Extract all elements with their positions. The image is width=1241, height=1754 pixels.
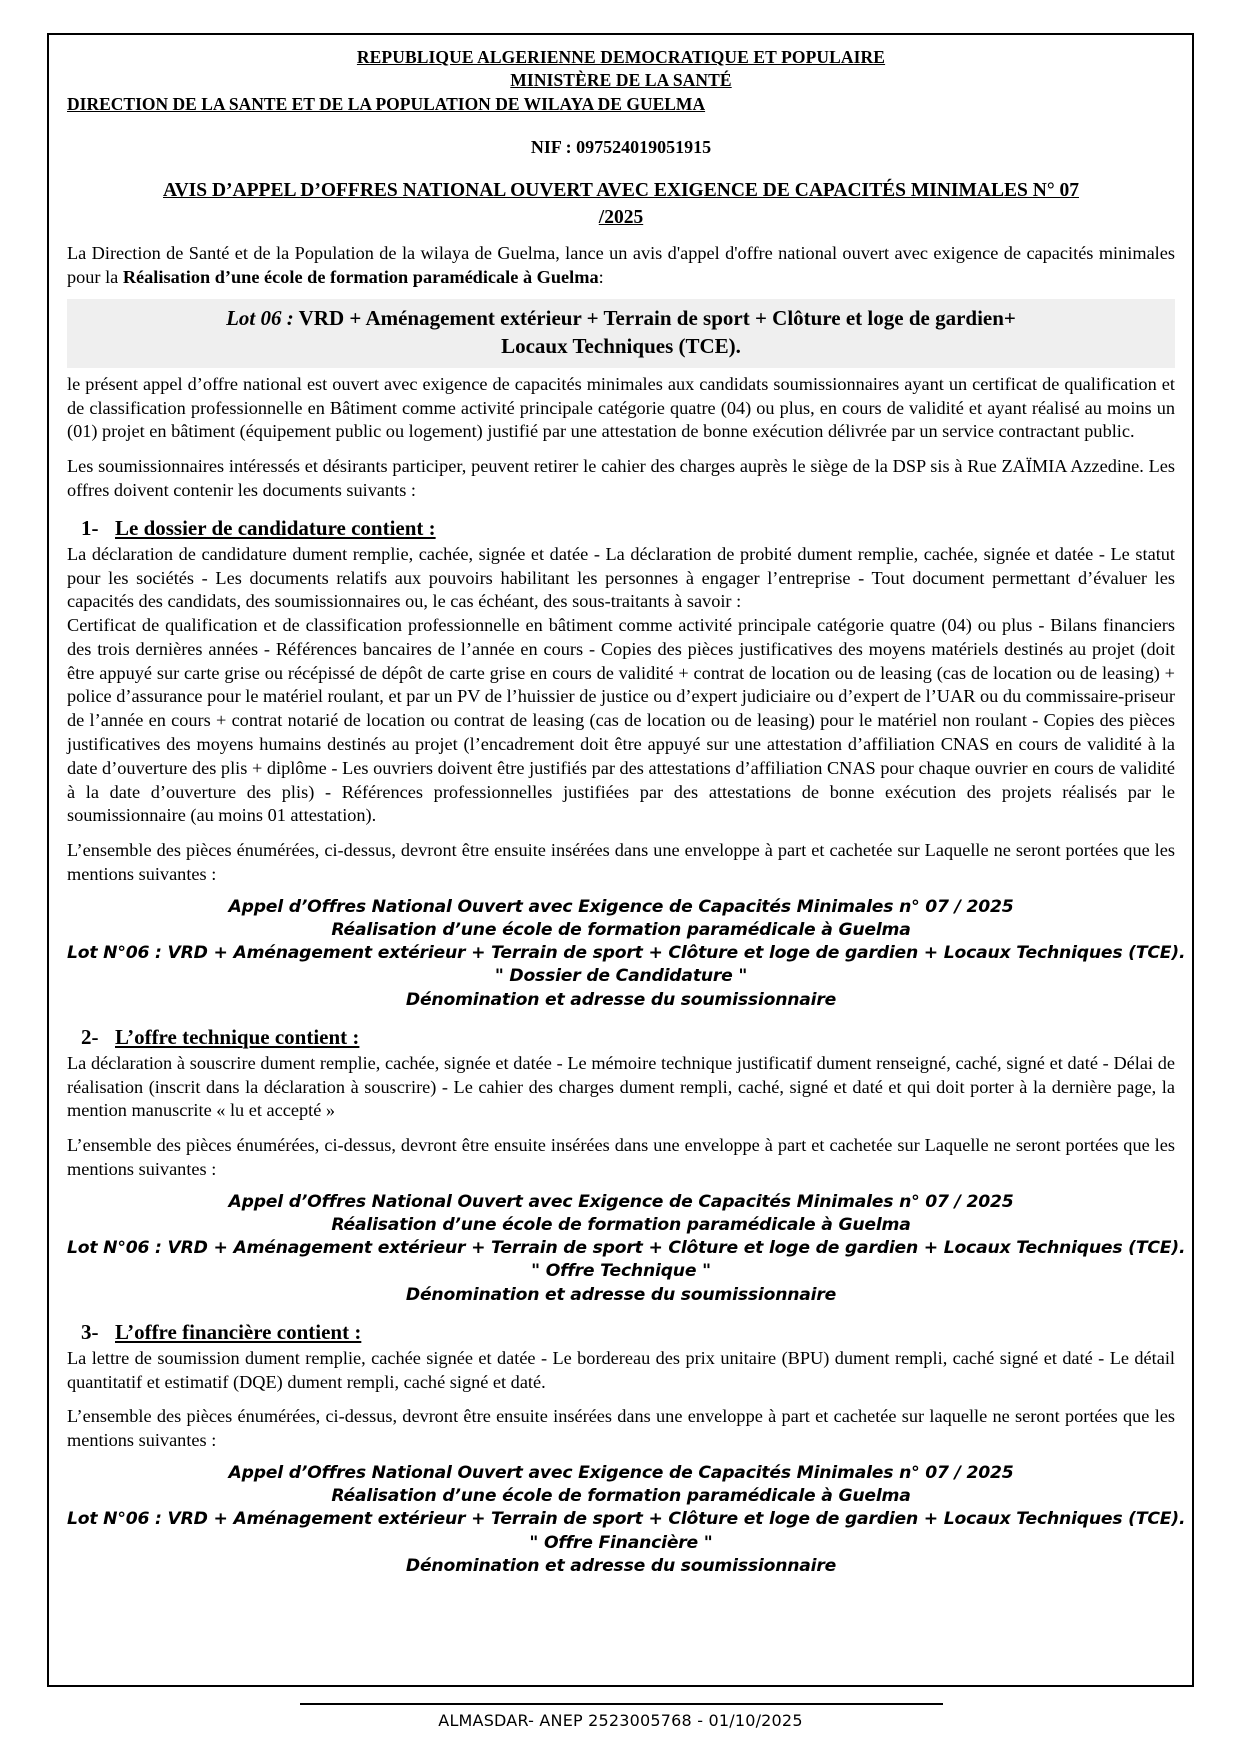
lot-description-line2: Locaux Techniques (TCE). xyxy=(501,334,741,359)
page-title xyxy=(67,178,1175,231)
header-ministry xyxy=(67,69,1175,92)
header-ministry-text: MINISTÈRE DE LA SANTÉ xyxy=(510,69,732,90)
lot-banner xyxy=(67,299,1175,367)
footer-divider xyxy=(300,1703,943,1705)
page-title-line1: AVIS D’APPEL D’OFFRES NATIONAL OUVERT AVEC EXIGENCE DE CAPACITÉS MINIMALES N° 07 xyxy=(163,180,1079,202)
section-1-mentions xyxy=(67,896,1186,1012)
section-title-1: Le dossier de candidature contient : xyxy=(115,515,436,540)
section-3-mentions xyxy=(67,1462,1186,1578)
mention-line: Dénomination et adresse du soumissionnaire xyxy=(405,1284,837,1305)
mention-line: " Offre Technique " xyxy=(531,1261,711,1282)
mention-line: Appel d’Offres National Ouvert avec Exigence de Capacités Minimales n° 07 / 2025 xyxy=(228,1191,1014,1212)
header-direction-text: DIRECTION DE LA SANTE ET DE LA POPULATION DE WILAYA DE GUELMA xyxy=(67,93,706,114)
footer-reference: ALMASDAR- ANEP 2523005768 - 01/10/2025 xyxy=(438,1711,803,1730)
nif-line: NIF : 097524019051915 xyxy=(530,137,712,158)
header-republic xyxy=(67,46,1175,69)
mention-line: Appel d’Offres National Ouvert avec Exigence de Capacités Minimales n° 07 / 2025 xyxy=(228,896,1014,917)
intro-text-after: : xyxy=(598,266,604,287)
section-heading-1 xyxy=(67,516,1175,541)
section-3-envelope-intro: L’ensemble des pièces énumérées, ci-dessus, devront être ensuite insérées dans une enveloppe à part et cachetée sur laquelle ne seront portées que les mentions suivantes : xyxy=(67,1406,1175,1451)
mention-line: Réalisation d’une école de formation paramédicale à Guelma xyxy=(331,1486,911,1507)
section-heading-2 xyxy=(67,1025,1175,1050)
section-2-mentions xyxy=(67,1191,1186,1307)
mention-line: " Dossier de Candidature " xyxy=(494,966,748,987)
section-3-paragraph-1: La lettre de soumission dument remplie, cachée signée et datée - Le bordereau des prix unitaire (BPU) dument rempli, caché signé et daté - Le détail quantitatif et estimatif (DQE) dument rempli, caché signé et daté. xyxy=(67,1347,1175,1392)
section-number-2: 2- xyxy=(81,1024,99,1049)
intro-project-name: Réalisation d’une école de formation paramédicale à Guelma xyxy=(122,266,599,287)
section-2-envelope-intro: L’ensemble des pièces énumérées, ci-dessus, devront être ensuite insérées dans une enveloppe à part et cachetée sur Laquelle ne seront portées que les mentions suivantes : xyxy=(67,1135,1175,1179)
section-1-envelope-intro: L’ensemble des pièces énumérées, ci-dessus, devront être ensuite insérées dans une enveloppe à part et cachetée sur Laquelle ne seront portées que les mentions suivantes : xyxy=(67,840,1175,884)
document-body xyxy=(67,46,1186,1578)
mention-line: Réalisation d’une école de formation paramédicale à Guelma xyxy=(331,1214,911,1235)
page-title-line2: /2025 xyxy=(598,206,644,228)
mention-line: Lot N°06 : VRD + Aménagement extérieur + Terrain de sport + Clôture et loge de gardien + Locaux Techniques (TCE). xyxy=(67,1238,1186,1259)
qualification-paragraph: le présent appel d’offre national est ouvert avec exigence de capacités minimales aux candidats soumissionnaires ayant un certificat de qualification et de classification professionnelle en Bâtiment comme activité principale catégorie quatre (04) ou plus, en cours de validité et ayant réalisé au moins un (01) projet en bâtiment (équipement public ou logement) justifié par une attestation de bonne exécution délivrée par un service contractant public. xyxy=(67,373,1175,442)
mention-line: " Offre Financière " xyxy=(529,1532,713,1553)
intro-text-before: La Direction de Santé et de la Population de la wilaya de Guelma, lance un avis d'appel d'offre national ouvert avec exigence de capacités minimales pour la xyxy=(67,242,1175,287)
lot-number: Lot 06 : xyxy=(226,306,294,331)
lot-description-line1: VRD + Aménagement extérieur + Terrain de sport + Clôture et loge de gardien+ xyxy=(293,306,1016,331)
section-title-2: L’offre technique contient : xyxy=(115,1024,360,1049)
mention-line: Réalisation d’une école de formation paramédicale à Guelma xyxy=(331,919,911,940)
mention-line: Appel d’Offres National Ouvert avec Exigence de Capacités Minimales n° 07 / 2025 xyxy=(228,1462,1014,1483)
section-number-3: 3- xyxy=(81,1319,99,1344)
mention-line: Lot N°06 : VRD + Aménagement extérieur + Terrain de sport + Clôture et loge de gardien + Locaux Techniques (TCE). xyxy=(67,943,1186,964)
section-heading-3 xyxy=(67,1320,1175,1345)
mention-line: Dénomination et adresse du soumissionnaire xyxy=(405,1555,837,1576)
section-2-paragraph-1: La déclaration à souscrire dument remplie, cachée, signée et datée - Le mémoire technique justificatif dument renseigné, caché, signé et daté - Délai de réalisation (inscrit dans la déclaration à souscrire) - Le cahier des charges dument rempli, caché, signé et daté et qui doit porter à la dernière page, la mention manuscrite « lu et accepté » xyxy=(67,1052,1175,1121)
header-republic-text: REPUBLIQUE ALGERIENNE DEMOCRATIQUE ET POPULAIRE xyxy=(356,47,886,67)
intro-paragraph xyxy=(67,242,1175,290)
section-1-paragraph-1: La déclaration de candidature dument remplie, cachée, signée et datée - La déclaration de probité dument remplie, cachée, signée et datée - Le statut pour les sociétés - Les documents relatifs aux pouvoirs habilitant les personnes à engager l’entreprise - Tout document permettant d’évaluer les capacités des candidats, des soumissionnaires ou, le cas échéant, des sous-traitants à savoir : xyxy=(67,543,1175,612)
header-direction xyxy=(67,93,1175,116)
withdrawal-paragraph: Les soumissionnaires intéressés et désirants participer, peuvent retirer le cahier des charges auprès le siège de la DSP sis à Rue ZAÏMIA Azzedine. Les offres doivent contenir les documents suivants : xyxy=(67,456,1175,500)
mention-line: Lot N°06 : VRD + Aménagement extérieur + Terrain de sport + Clôture et loge de gardien + Locaux Techniques (TCE). xyxy=(67,1509,1186,1530)
section-number-1: 1- xyxy=(81,515,99,540)
section-1-paragraph-2: Certificat de qualification et de classification professionnelle en bâtiment comme activité principale catégorie quatre (04) ou plus - Bilans financiers des trois dernières années - Références bancaires de l’année en cours - Copies des pièces justificatives des moyens matériels destinés au projet (doit être appuyé sur carte grise ou récépissé de dépôt de carte grise en cours de validité + contrat de location ou de leasing (cas de location ou de leasing) + police d’assurance pour le matériel roulant, et par un PV de l’huissier de justice ou d’expert judiciaire ou d’expert de l’UAR ou du commissaire-priseur de l’année en cours + contrat notarié de location ou contrat de leasing (cas de location ou de leasing) pour le matériel non roulant - Copies des pièces justificatives des moyens humains destinés au projet (l’encadrement doit être appuyé sur une attestation d’affiliation CNAS en cours de validité à la date d’ouverture des plis + diplôme - Les ouvriers doivent être justifiés par des attestations d’affiliation CNAS pour chaque ouvrier en cours de validité à la date d’ouverture des plis) - Références professionnelles justifiées par des attestations de bonne exécution des projets réalisés par le soumissionnaire (au moins 01 attestation). xyxy=(67,615,1175,826)
section-title-3: L’offre financière contient : xyxy=(115,1319,362,1344)
mention-line: Dénomination et adresse du soumissionnaire xyxy=(405,989,837,1010)
